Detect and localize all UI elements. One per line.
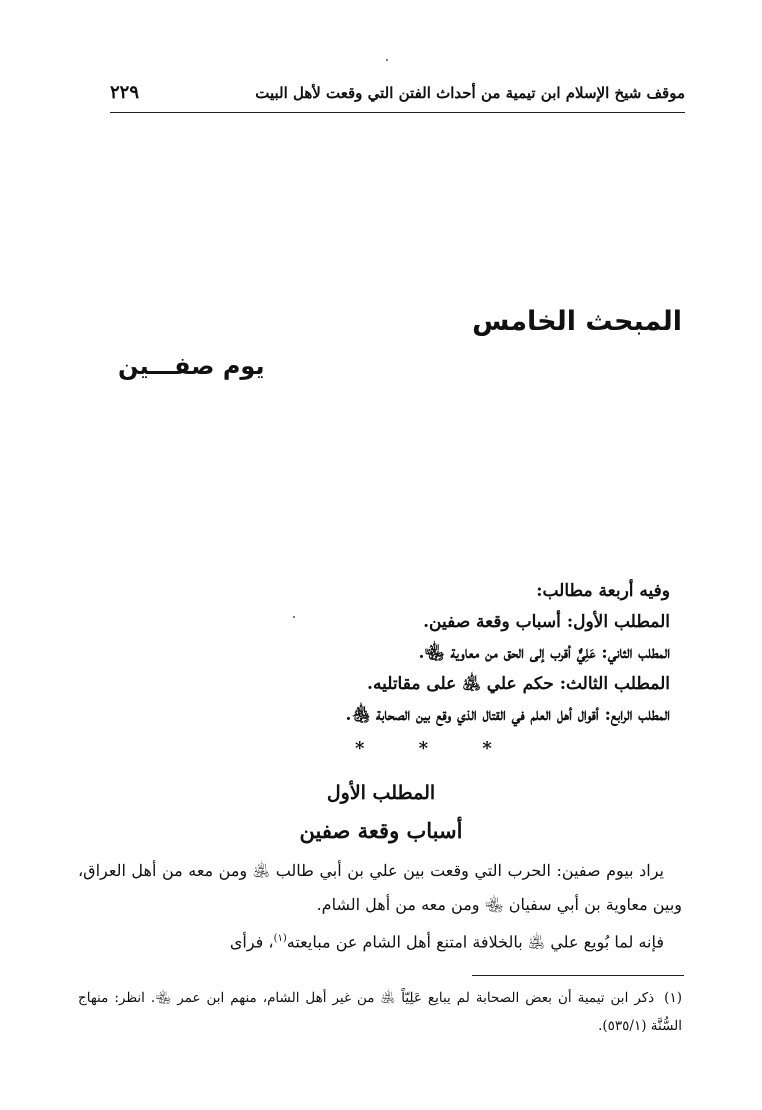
footnote xyxy=(78,984,682,1040)
footnote-reference[interactable]: (١) xyxy=(273,933,287,944)
paragraph-2-continuation: ، فرأى xyxy=(229,932,274,952)
section-separator: * * * xyxy=(355,738,516,759)
paragraph-1: يراد بيوم صفين: الحرب التي وقعت بين علي بن أبي طالب ﵁ ومن معه من أهل العراق، وبين معاوية بن أبي سفيان ﵄ ومن معه من أهل الشام. xyxy=(78,861,682,914)
running-header xyxy=(110,82,685,113)
contents-item-4: المطلب الرابع: أقوال أهل العلم في القتال الذي وقع بين الصحابة ﵃. xyxy=(345,705,670,725)
contents-intro: وفيه أربعة مطالب: xyxy=(536,581,670,601)
section-subtitle: يوم صفـــين xyxy=(118,352,265,380)
contents-item-1: المطلب الأول: أسباب وقعة صفين. xyxy=(423,612,670,632)
footnote-divider xyxy=(472,975,684,976)
footnote-number: (١) xyxy=(664,990,682,1006)
contents-item-3: المطلب الثالث: حكم علي ﵁ على مقاتليه. xyxy=(367,674,670,694)
matlab-subheading: أسباب وقعة صفين xyxy=(299,818,463,843)
scan-speck xyxy=(293,616,295,618)
paragraph-2 xyxy=(78,922,682,959)
contents-item-2: المطلب الثاني: عَلِيٌّ أقرب إلى الحق من معاوية ﵄. xyxy=(418,643,670,663)
section-title: المبحث الخامس xyxy=(472,306,682,337)
header-title: موقف شيخ الإسلام ابن تيمية من أحداث الفتن التي وقعت لأهل البيت xyxy=(255,84,685,102)
contents-list xyxy=(190,576,670,731)
page-number: ٢٢٩ xyxy=(110,82,140,103)
scan-speck xyxy=(386,59,388,61)
paragraph-2-text: فإنه لما بُويع علي ﵁ بالخلافة امتنع أهل الشام عن مبايعته xyxy=(286,932,664,952)
footnote-text: ذكر ابن تيمية أن بعض الصحابة لم يبايع عَلِيّاً ﵁ من غير أهل الشام، منهم ابن عمر ﵄. انظر: منهاج السُّنَّة (٥٣٥/١). xyxy=(78,990,682,1034)
body-text xyxy=(78,854,682,959)
matlab-heading: المطلب الأول xyxy=(326,782,436,804)
